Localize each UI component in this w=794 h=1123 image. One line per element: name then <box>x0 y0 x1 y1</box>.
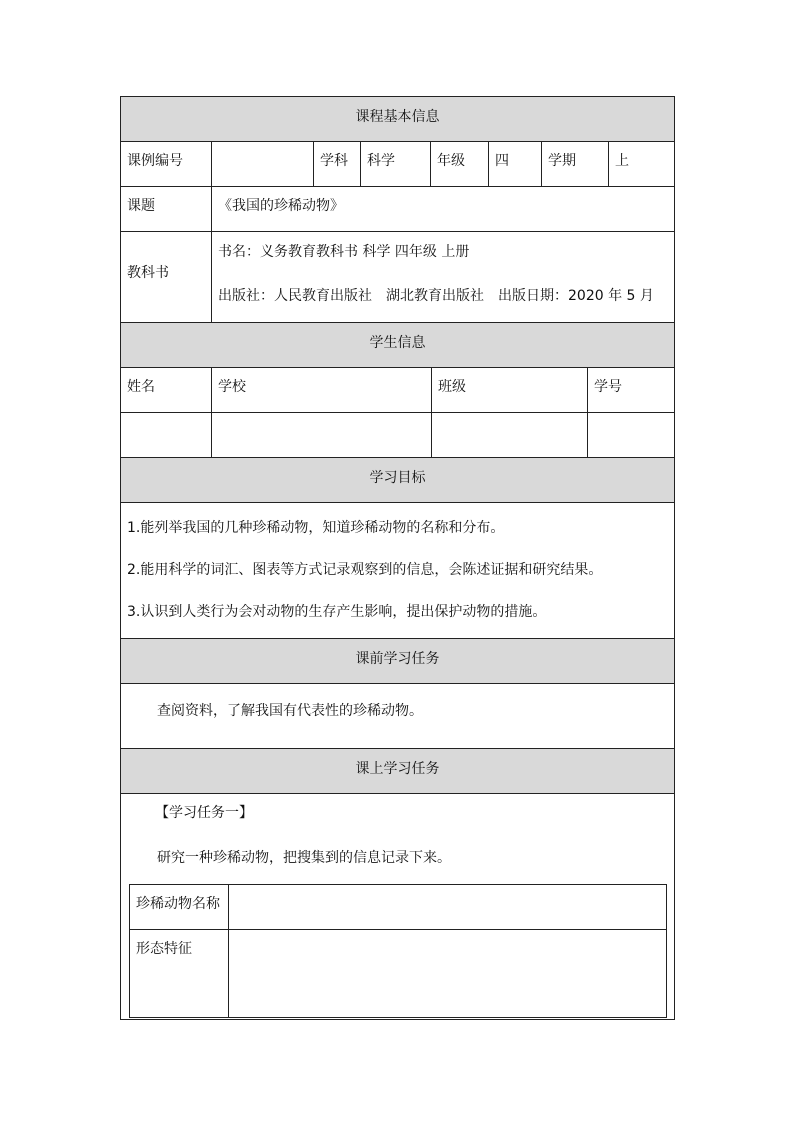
animal-name-label: 珍稀动物名称 <box>136 896 220 912</box>
subject-label: 学科 <box>320 153 348 169</box>
course-info-header <box>121 97 674 142</box>
student-info-title: 学生信息 <box>369 335 426 351</box>
topic-value-cell <box>212 187 674 231</box>
class-label: 班级 <box>438 379 466 395</box>
name-label-cell <box>121 368 212 412</box>
features-value-cell <box>229 930 666 1017</box>
lesson-id-label-cell <box>121 142 212 186</box>
objective-item-1: 1.能列举我国的几种珍稀动物，知道珍稀动物的名称和分布。 <box>127 520 505 536</box>
school-label-cell <box>212 368 432 412</box>
textbook-label-cell <box>121 232 212 322</box>
subject-value-cell <box>361 142 431 186</box>
pre-class-text: 查阅资料，了解我国有代表性的珍稀动物。 <box>157 703 423 719</box>
animal-name-label-cell <box>130 885 229 929</box>
features-row <box>130 930 666 1017</box>
student-info-header <box>121 323 674 368</box>
in-class-title: 课上学习任务 <box>355 761 440 777</box>
topic-row <box>121 187 674 232</box>
objectives-title: 学习目标 <box>369 470 426 486</box>
student-values-row <box>121 413 674 458</box>
term-value-cell <box>609 142 674 186</box>
pre-class-body <box>121 684 674 749</box>
topic-label: 课题 <box>127 198 155 214</box>
objectives-header <box>121 458 674 503</box>
grade-label-cell <box>431 142 489 186</box>
pre-class-header <box>121 639 674 684</box>
subject-label-cell <box>314 142 361 186</box>
animal-name-value-cell <box>229 885 666 929</box>
term-value: 上 <box>615 153 629 169</box>
animal-name-row <box>130 885 666 930</box>
textbook-publisher: 出版社：人民教育出版社 湖北教育出版社 出版日期：2020 年 5 月 <box>218 288 654 304</box>
course-meta-row <box>121 142 674 187</box>
student-no-label-cell <box>588 368 674 412</box>
grade-value: 四 <box>495 153 509 169</box>
objective-item-2: 2.能用科学的词汇、图表等方式记录观察到的信息，会陈述证据和研究结果。 <box>127 562 603 578</box>
textbook-label: 教科书 <box>127 265 169 281</box>
objective-item-3: 3.认识到人类行为会对动物的生存产生影响，提出保护动物的措施。 <box>127 604 547 620</box>
objectives-body <box>121 503 674 639</box>
lesson-id-value-cell <box>212 142 314 186</box>
features-label: 形态特征 <box>136 941 192 957</box>
term-label-cell <box>542 142 609 186</box>
lesson-info-table <box>120 96 675 1020</box>
topic-label-cell <box>121 187 212 231</box>
subject-value: 科学 <box>367 153 395 169</box>
student-no-label: 学号 <box>594 379 622 395</box>
class-label-cell <box>432 368 588 412</box>
task-one-title: 【学习任务一】 <box>155 805 253 821</box>
grade-value-cell <box>489 142 542 186</box>
in-class-header <box>121 749 674 794</box>
student-no-value-cell <box>588 413 674 457</box>
textbook-value-cell <box>212 232 674 322</box>
task-one-text: 研究一种珍稀动物，把搜集到的信息记录下来。 <box>157 850 451 866</box>
textbook-name: 书名：义务教育教科书 科学 四年级 上册 <box>218 244 470 260</box>
name-value-cell <box>121 413 212 457</box>
school-value-cell <box>212 413 432 457</box>
name-label: 姓名 <box>127 379 155 395</box>
class-value-cell <box>432 413 588 457</box>
lesson-id-label: 课例编号 <box>127 153 183 169</box>
features-label-cell <box>130 930 229 1017</box>
topic-value: 《我国的珍稀动物》 <box>218 198 344 214</box>
textbook-row <box>121 232 674 323</box>
animal-record-table <box>129 884 667 1018</box>
student-labels-row <box>121 368 674 413</box>
pre-class-title: 课前学习任务 <box>355 651 440 667</box>
school-label: 学校 <box>218 379 246 395</box>
grade-label: 年级 <box>437 153 465 169</box>
course-info-title: 课程基本信息 <box>355 109 440 125</box>
term-label: 学期 <box>548 153 576 169</box>
